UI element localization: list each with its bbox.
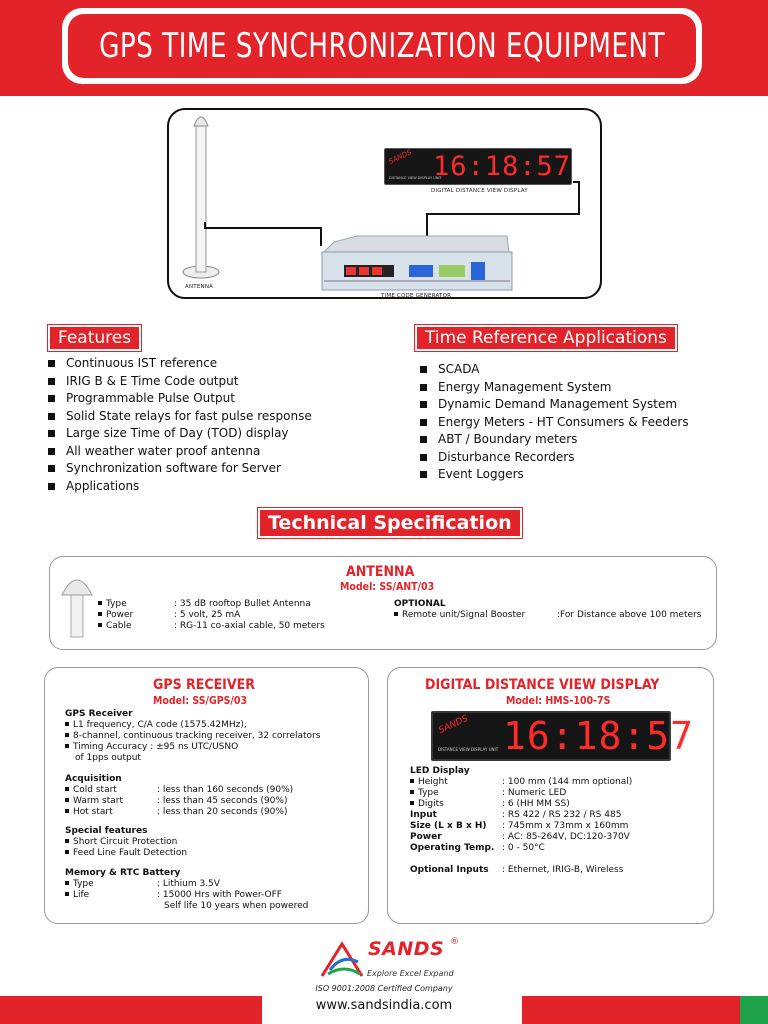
ddv-spec-value: : 0 - 50°C [502, 843, 545, 853]
application-item: Event Loggers [420, 466, 689, 484]
application-item: ABT / Boundary meters [420, 431, 689, 449]
header-title-box [68, 14, 696, 78]
logo-tagline: Explore Excel Expand [367, 969, 454, 978]
feature-item: Large size Time of Day (TOD) display [48, 425, 312, 443]
time-code-generator-icon [322, 236, 512, 290]
ddv-spec-value: : 745mm x 73mm x 160mm [502, 821, 629, 831]
logo-registered: ® [450, 937, 459, 947]
ddv-spec-value: : AC: 85-264V, DC:120-370V [502, 832, 630, 842]
feature-item: Applications [48, 478, 312, 496]
antenna-optional-label: OPTIONAL [394, 599, 446, 609]
gps-acquisition-section [65, 774, 293, 818]
gps-acq-label: Acquisition [65, 774, 122, 784]
gps-model: Model: SS/GPS/03 [153, 695, 248, 707]
gps-receiver-cont: of 1pps output [75, 753, 141, 763]
ddv-led-key: Height [418, 777, 448, 787]
ddv-spec-value: : RS 422 / RS 232 / RS 485 [502, 810, 622, 820]
website-link[interactable]: www.sandsindia.com [315, 998, 453, 1013]
gps-battery-value: : Lithium 3.5V [157, 879, 220, 889]
page-title: GPS TIME SYNCHRONIZATION EQUIPMENT [99, 26, 665, 66]
feature-item: Solid State relays for fast pulse response [48, 408, 312, 426]
ddv-model: Model: HMS-100-7S [506, 695, 611, 707]
gps-special-section [65, 826, 187, 859]
gps-acq-value: : less than 20 seconds (90%) [157, 807, 288, 817]
tech-spec-heading: Technical Specification [258, 508, 522, 538]
feature-item: IRIG B & E Time Code output [48, 373, 312, 391]
mini-clock-digits: 16:18:57 [433, 151, 572, 182]
feature-item: Continuous IST reference [48, 355, 312, 373]
gps-receiver-label: GPS Receiver [65, 709, 133, 719]
application-item: Energy Management System [420, 379, 689, 397]
ddv-led-key: Type [418, 788, 439, 798]
antenna-optional-item: Remote unit/Signal Booster [402, 610, 526, 620]
antenna-spec-value: : 35 dB rooftop Bullet Antenna [174, 599, 311, 609]
ddv-led-key: Digits [418, 799, 444, 809]
antenna-model: Model: SS/ANT/03 [340, 581, 435, 593]
ddv-spec-key: Operating Temp. [410, 843, 495, 853]
time-reference-list [420, 361, 689, 484]
mini-clock-brand: SANDS [387, 148, 413, 166]
ddv-led-value: : 100 mm (144 mm optional) [502, 777, 633, 787]
gps-receiver-item: 8-channel, continuous tracking receiver, 32 correlators [73, 731, 321, 741]
gps-battery-key: Life [73, 890, 90, 900]
antenna-spec-key: Type [106, 599, 127, 609]
mini-clock-sub: DISTANCE VIEW DISPLAY UNIT [389, 176, 442, 180]
features-list [48, 355, 312, 495]
iso-certification: ISO 9001:2008 Certified Company [315, 984, 453, 993]
ddv-spec-key: Power [410, 832, 442, 842]
ddv-digits: 16:18:57 [503, 714, 695, 758]
ddv-brand: SANDS [437, 713, 470, 737]
gps-acq-value: : less than 160 seconds (90%) [157, 785, 294, 795]
ddv-card [387, 667, 714, 924]
antenna-spec-key: Cable [106, 621, 132, 631]
feature-item: Programmable Pulse Output [48, 390, 312, 408]
caption-display: DIGITAL DISTANCE VIEW DISPLAY [431, 188, 528, 194]
ddv-spec-key: Size (L x B x H) [410, 821, 487, 831]
ddv-led-label: LED Display [410, 766, 470, 776]
gps-battery-key: Type [73, 879, 94, 889]
sands-logo-icon [318, 940, 368, 980]
system-diagram [167, 108, 602, 299]
bullet-antenna-icon [58, 571, 98, 641]
gps-battery-section [65, 868, 308, 912]
application-item: SCADA [420, 361, 689, 379]
antenna-spec-value: : RG-11 co-axial cable, 50 meters [174, 621, 325, 631]
feature-item: Synchronization software for Server [48, 460, 312, 478]
ddv-optional-value: : Ethernet, IRIG-B, Wireless [502, 865, 624, 875]
application-item: Dynamic Demand Management System [420, 396, 689, 414]
time-reference-heading: Time Reference Applications [415, 325, 677, 351]
application-item: Disturbance Recorders [420, 449, 689, 467]
diagram-graphic [169, 110, 604, 301]
gps-special-item: Feed Line Fault Detection [73, 848, 188, 858]
antenna-optional-value: :For Distance above 100 meters [557, 610, 702, 620]
antenna-spec-key: Power [106, 610, 134, 620]
features-heading: Features [48, 325, 141, 351]
ddv-led-section [410, 766, 632, 876]
gps-special-item: Short Circuit Protection [73, 837, 178, 847]
ddv-spec-key: Input [410, 810, 437, 820]
ddv-sub: DISTANCE VIEW DISPLAY UNIT [438, 747, 499, 752]
antenna-title: ANTENNA [346, 564, 415, 580]
gps-title: GPS RECEIVER [153, 677, 255, 693]
ddv-optional-label: Optional Inputs [410, 865, 489, 875]
gps-acq-key: Hot start [73, 807, 113, 817]
ddv-led-value: : Numeric LED [502, 788, 567, 798]
antenna-optional-row [394, 610, 525, 621]
feature-item: All weather water proof antenna [48, 443, 312, 461]
caption-generator: TIME CODE GENERATOR [381, 293, 452, 299]
antenna-card [49, 556, 717, 650]
ddv-led-value: : 6 (HH MM SS) [502, 799, 570, 809]
gps-receiver-card [44, 667, 369, 924]
gps-acq-key: Cold start [73, 785, 117, 795]
ddv-display-graphic [431, 711, 695, 761]
gps-receiver-item: L1 frequency, C/A code (1575.42MHz), [73, 720, 247, 730]
caption-antenna: ANTENNA [185, 284, 214, 290]
ddv-title: DIGITAL DISTANCE VIEW DISPLAY [425, 677, 660, 693]
mini-clock-display [384, 148, 572, 185]
antenna-specs [98, 599, 325, 632]
gps-battery-value: : 15000 Hrs with Power-OFF [157, 890, 282, 900]
application-item: Energy Meters - HT Consumers & Feeders [420, 414, 689, 432]
gps-acq-key: Warm start [73, 796, 123, 806]
gps-receiver-section [65, 709, 320, 764]
logo-brand: SANDS [368, 938, 445, 960]
gps-receiver-item: Timing Accuracy : ±95 ns UTC/USNO [73, 742, 239, 752]
gps-special-label: Special features [65, 826, 148, 836]
antenna-icon [183, 117, 219, 278]
gps-battery-label: Memory & RTC Battery [65, 868, 181, 878]
gps-battery-cont: Self life 10 years when powered [164, 901, 309, 911]
gps-acq-value: : less than 45 seconds (90%) [157, 796, 288, 806]
antenna-spec-value: : 5 volt, 25 mA [174, 610, 241, 620]
